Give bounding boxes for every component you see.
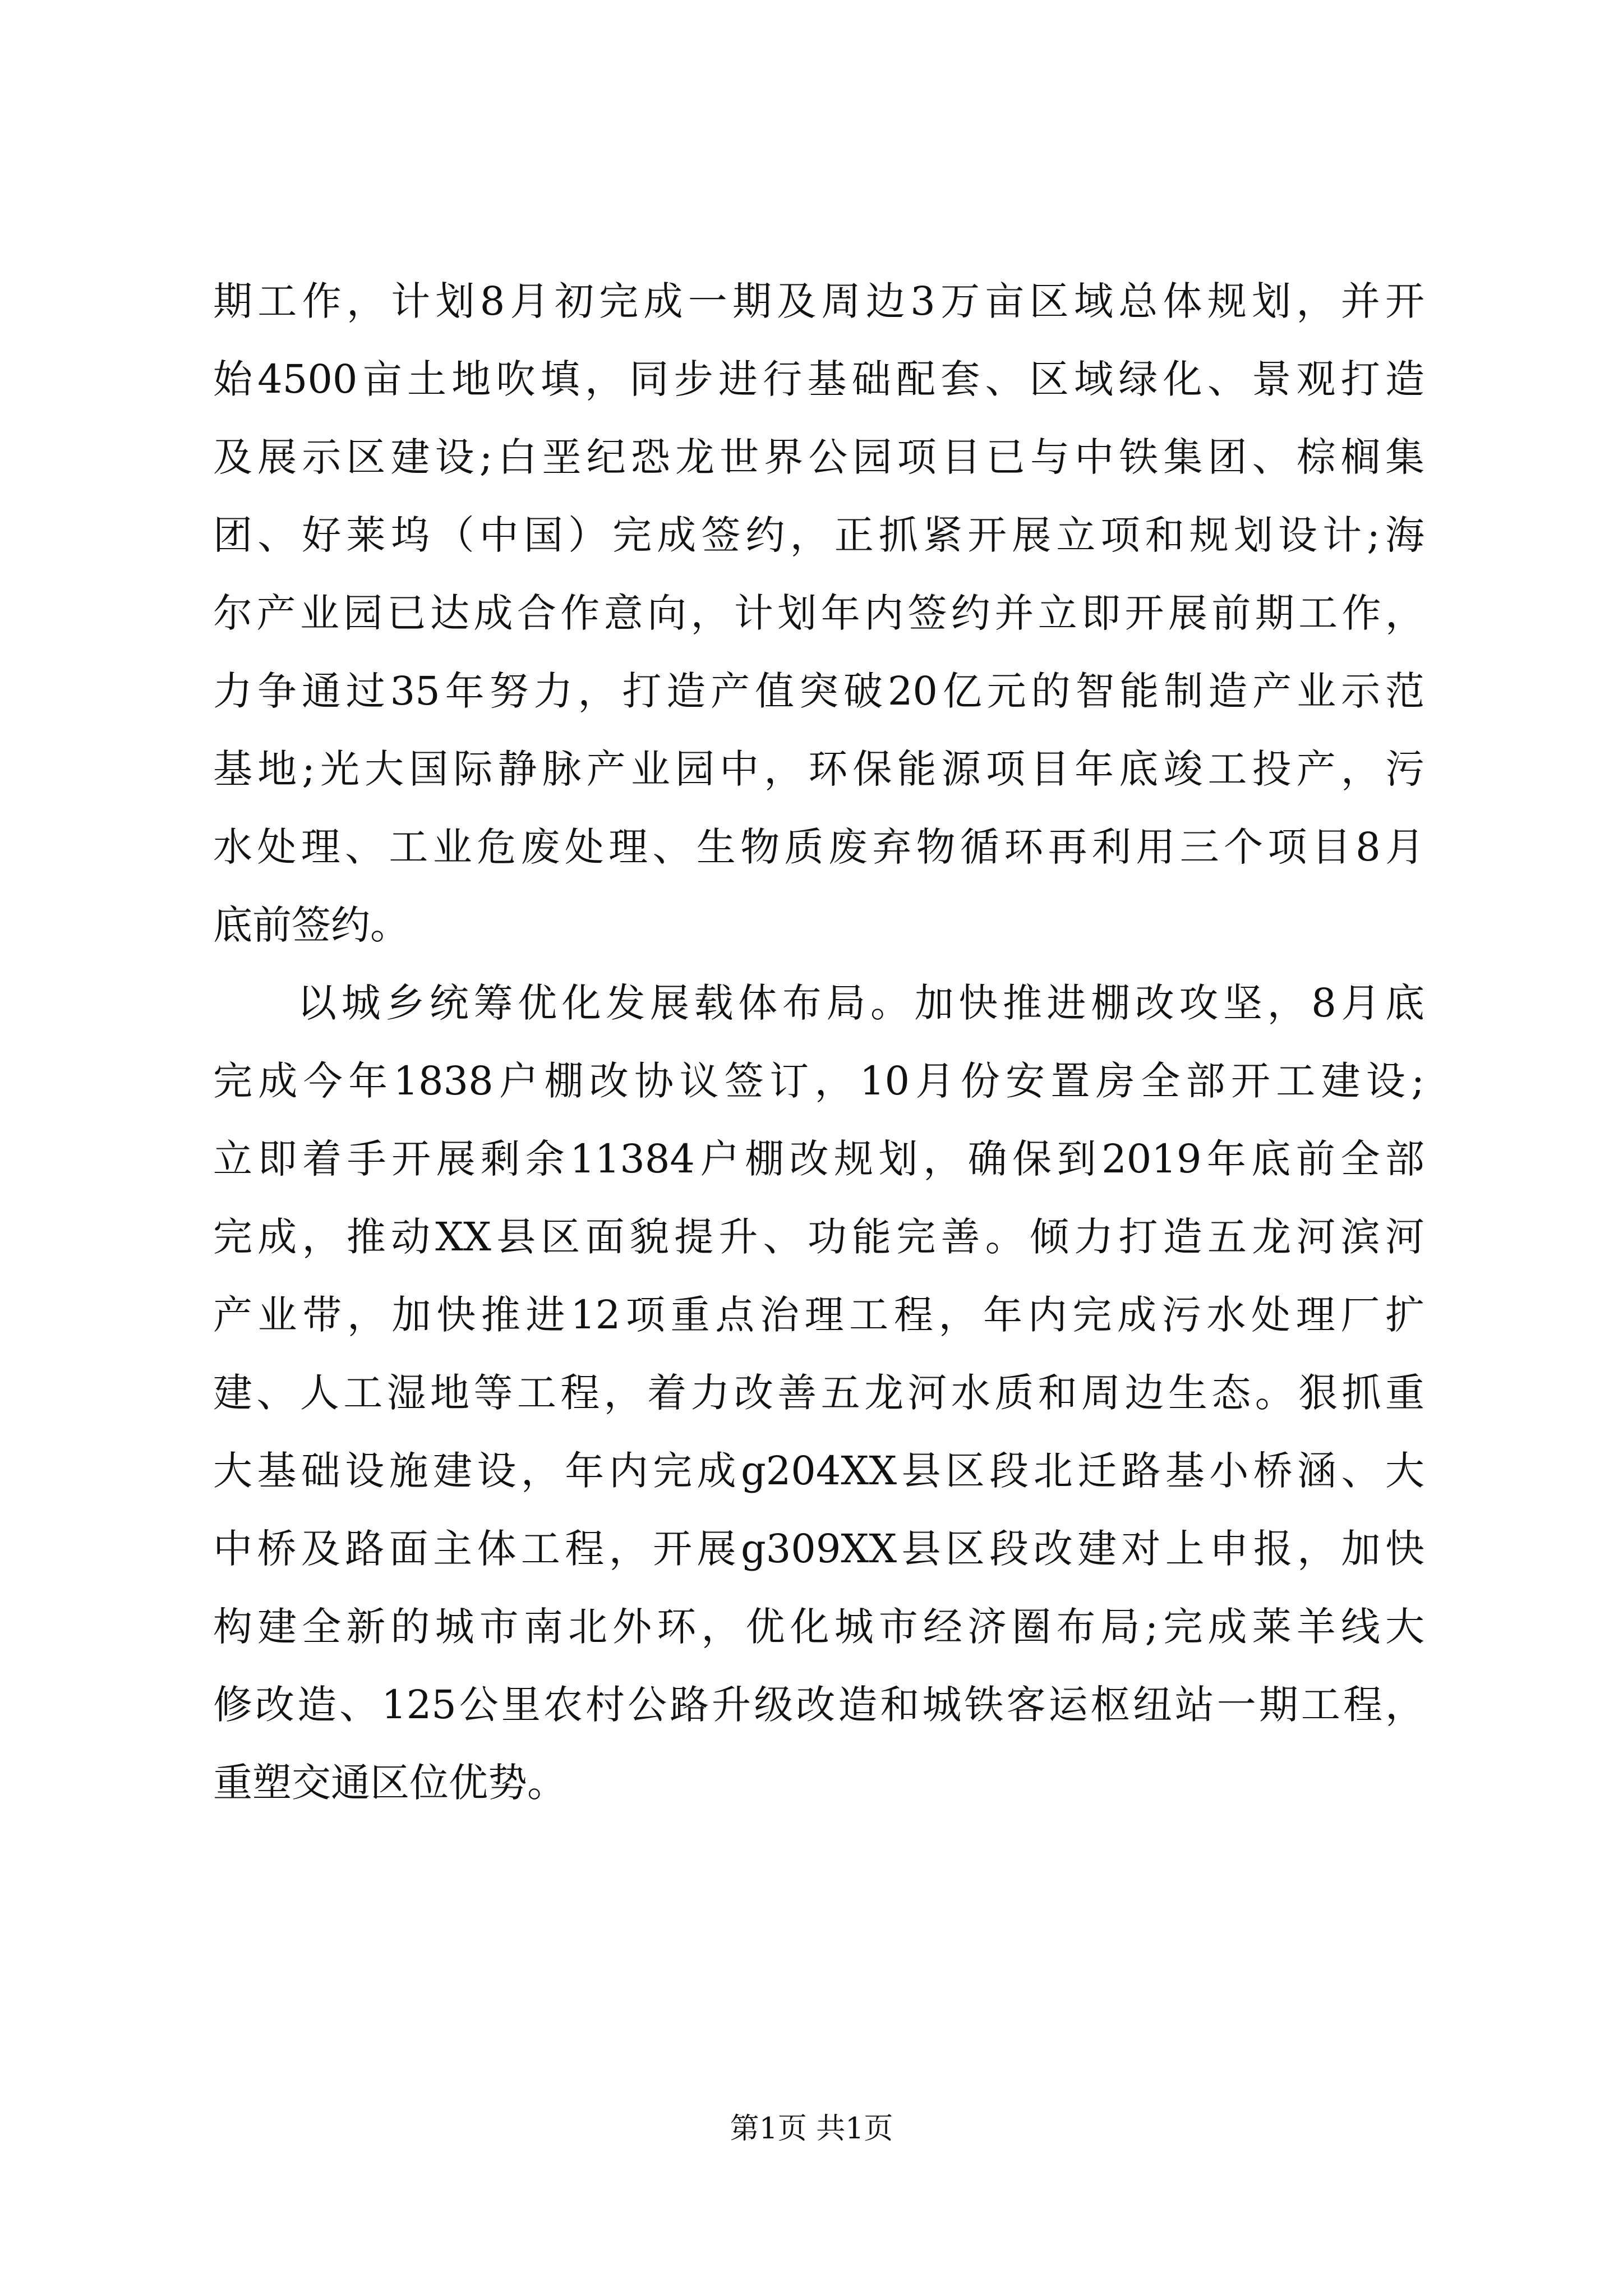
paragraph-1-line-5: 尔产业园已达成合作意向，计划年内签约并立即开展前期工作， [213,590,1424,636]
paragraph-2-line-4: 完成，推动XX县区面貌提升、功能完善。倾力打造五龙河滨河 [213,1214,1424,1260]
paragraph-2-line-1: 以城乡统筹优化发展载体布局。加快推进棚改攻坚，8月底 [297,980,1424,1026]
paragraph-2-line-5: 产业带，加快推进12项重点治理工程，年内完成污水处理厂扩 [213,1292,1424,1338]
paragraph-1-line-1: 期工作，计划8月初完成一期及周边3万亩区域总体规划，并开 [213,278,1424,324]
paragraph-1-line-6: 力争通过35年努力，打造产值突破20亿元的智能制造产业示范 [213,668,1424,714]
paragraph-2-line-9: 构建全新的城市南北外环，优化城市经济圈布局;完成莱羊线大 [213,1604,1424,1650]
paragraph-1-line-4: 团、好莱坞（中国）完成签约，正抓紧开展立项和规划设计;海 [213,512,1424,558]
page-footer: 第1页 共1页 [730,2112,893,2146]
paragraph-2-line-10: 修改造、125公里农村公路升级改造和城铁客运枢纽站一期工程， [213,1682,1424,1728]
paragraph-1-line-2: 始4500亩土地吹填，同步进行基础配套、区域绿化、景观打造 [213,356,1424,402]
paragraph-2-line-11: 重塑交通区位优势。 [213,1760,566,1806]
document-body [213,263,1424,1822]
paragraph-2-line-8: 中桥及路面主体工程，开展g309XX县区段改建对上申报，加快 [213,1526,1424,1572]
paragraph-1-line-7: 基地;光大国际静脉产业园中，环保能源项目年底竣工投产，污 [213,746,1424,792]
paragraph-1-line-8: 水处理、工业危废处理、生物质废弃物循环再利用三个项目8月 [213,824,1424,870]
paragraph-2-line-6: 建、人工湿地等工程，着力改善五龙河水质和周边生态。狠抓重 [213,1370,1424,1416]
paragraph-2-line-7: 大基础设施建设，年内完成g204XX县区段北迁路基小桥涵、大 [213,1448,1424,1494]
paragraph-2-line-2: 完成今年1838户棚改协议签订，10月份安置房全部开工建设; [213,1058,1424,1104]
paragraph-1-line-3: 及展示区建设;白垩纪恐龙世界公园项目已与中铁集团、棕榈集 [213,434,1424,480]
paragraph-1-line-9: 底前签约。 [213,902,409,948]
paragraph-2-line-3: 立即着手开展剩余11384户棚改规划，确保到2019年底前全部 [213,1136,1424,1182]
